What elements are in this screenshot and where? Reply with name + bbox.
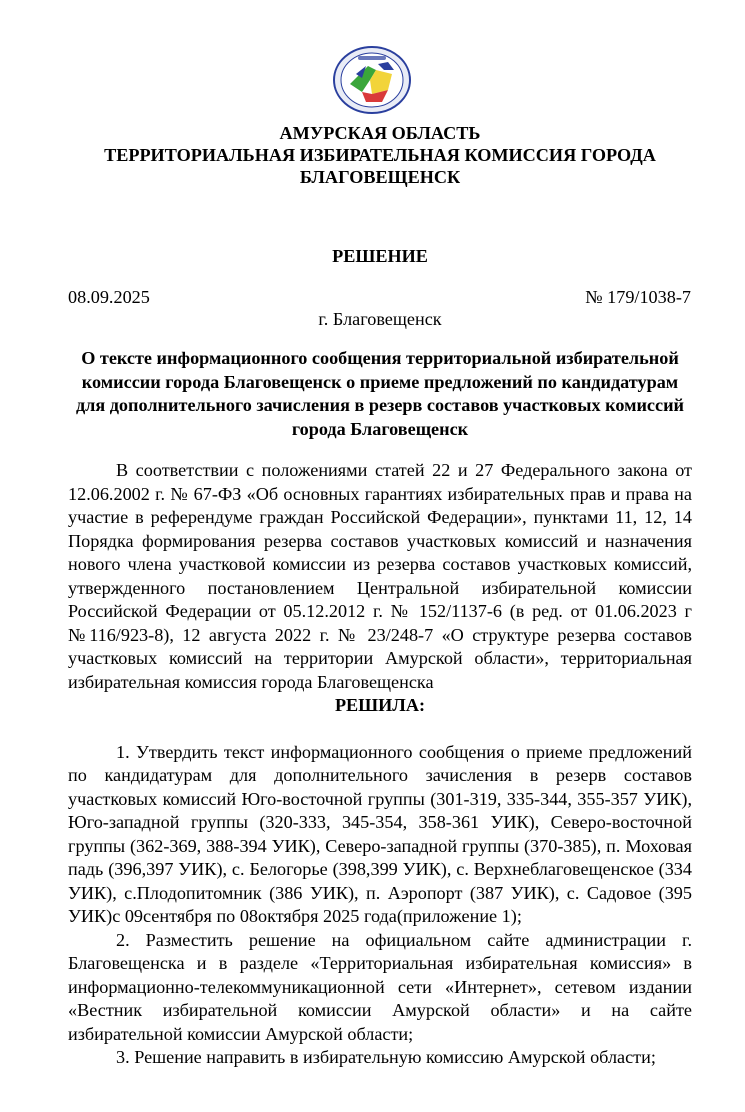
commission-name-line1: ТЕРРИТОРИАЛЬНАЯ ИЗБИРАТЕЛЬНАЯ КОМИССИЯ ГОРОДА [104, 145, 656, 165]
document-header [70, 122, 690, 188]
decision-item-3: 3. Решение направить в избирательную комиссию Амурской области; [116, 1047, 656, 1067]
document-title: РЕШЕНИЕ [332, 246, 428, 266]
region-name: АМУРСКАЯ ОБЛАСТЬ [279, 123, 481, 143]
document-date: 08.09.2025 [68, 287, 150, 307]
commission-name-line2: БЛАГОВЕЩЕНСК [299, 167, 461, 187]
election-commission-emblem-icon [332, 44, 412, 116]
document-body [68, 459, 692, 1070]
document-number: № 179/1038-7 [585, 287, 691, 307]
decision-item-2: 2. Разместить решение на официальном сайте администрации г. Благовещенска и в разделе «Территориальная избирательная комиссия» в информационно-телекоммуникационной сети «Интернет», сетевом издании «Вестник избирательной комиссии Амурской области» и на сайте избирательной комиссии Амурской области; [68, 929, 692, 1044]
decision-item-1: 1. Утвердить текст информационного сообщения о приеме предложений по кандидатурам для дополнительного зачисления в резерв составов участковых комиссий Юго-восточной группы (301-319, 335-344, 355-357 УИК), Юго-западной группы (320-333, 345-354, 358-361 УИК), Северо-восточной группы (362-369, 388-394 УИК), Северо-западной группы (370-385), п. Моховая падь (396,397 УИК), с. Белогорье (398,399 УИК), с. Верхнеблаговещенское (334 УИК), с.Плодопитомник (386 УИК), п. Аэропорт (387 УИК), с. Садовое (395 УИК)с 09сентября по 08октября 2025 года(приложение 1); [68, 741, 692, 926]
document-subject: О тексте информационного сообщения территориальной избирательной комиссии города Благовещенск о приеме предложений по кандидатурам для дополнительного зачисления в резерв составов участковых комиссий города Благовещенск [75, 348, 685, 439]
preamble-paragraph: В соответствии с положениями статей 22 и 27 Федерального закона от 12.06.2002 г. № 67-ФЗ «Об основных гарантиях избирательных прав и права на участие в референдуме граждан Российской Федерации», пунктами 11, 12, 14 Порядка формирования резерва составов участковых комиссий и назначения нового члена участковой комиссии из резерва составов участковых комиссий, утвержденного постановлением Центральной избирательной комиссии Российской Федерации от 05.12.2012 г. № 152/1137-6 (в ред. от 01.06.2023 г №116/923-8), 12 августа 2022 г. № 23/248-7 «О структуре резерва составов участковых комиссий на территории Амурской области», территориальная избирательная комиссия города Благовещенска [68, 460, 692, 692]
document-city: г. Благовещенск [318, 309, 442, 329]
decided-heading: РЕШИЛА: [334, 695, 426, 715]
